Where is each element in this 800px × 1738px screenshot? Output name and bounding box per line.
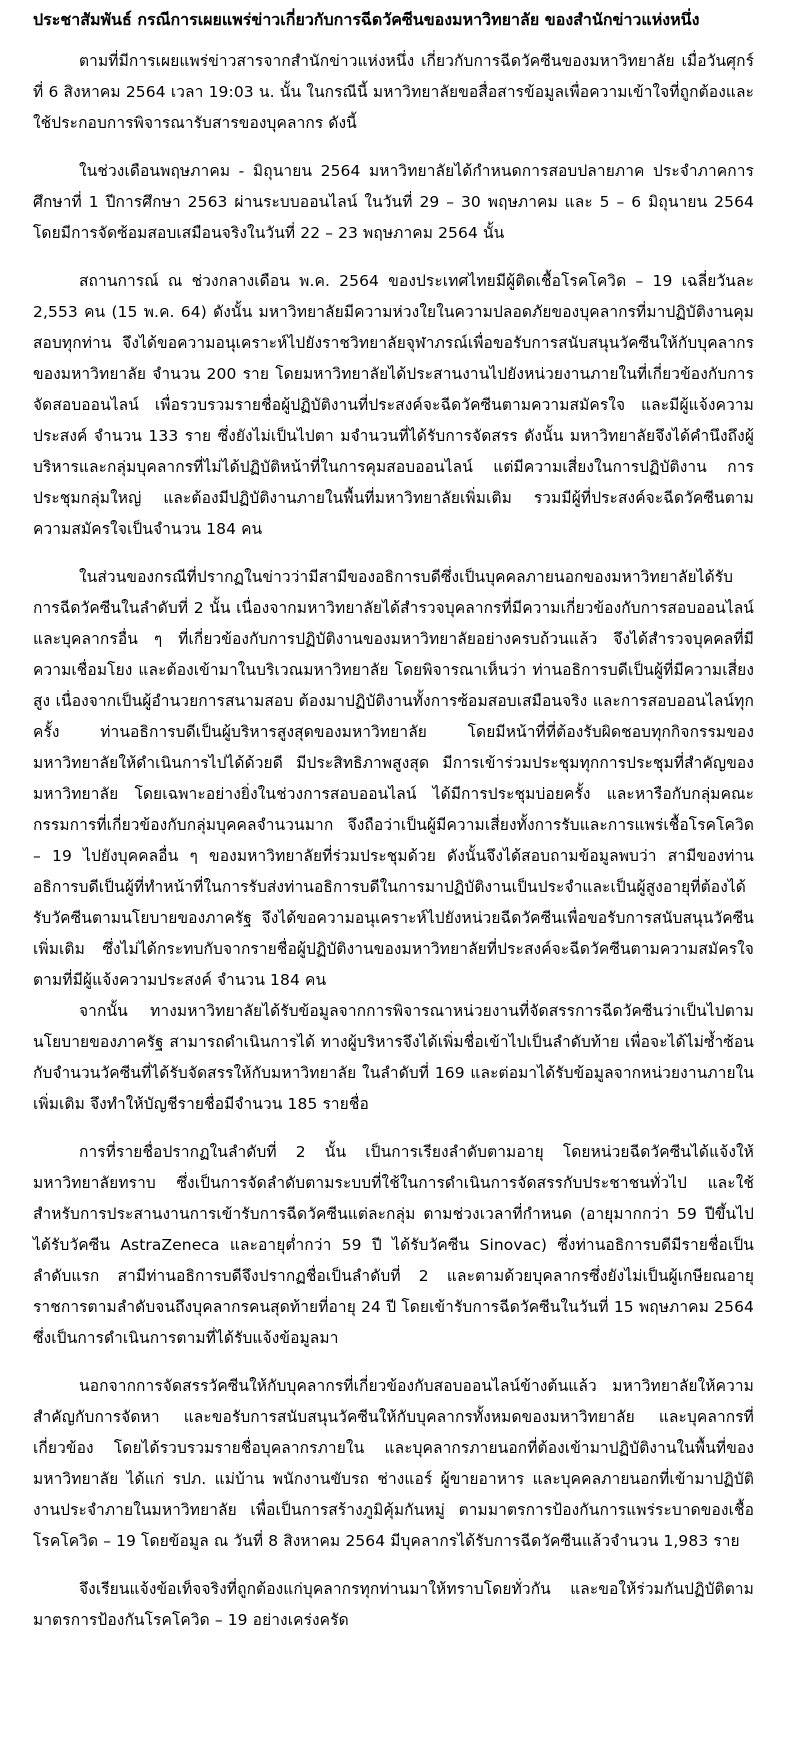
paragraph-vaccine-allocation: นอกจากการจัดสรรวัคซีนให้กับบุคลากรที่เกี่ยวข้องกับสอบออนไลน์ข้างต้นแล้ว มหาวิทยาลัยให้ความสำคัญกับการจัดหา และขอรับการสนับสนุนวัคซีนให้กับบุคลากรทั้งหมดของมหาวิทยาลัย และบุคลากรที่เกี่ยวข้อง โดยได้รวบรวมรายชื่อบุคลากรภายใน และบุคลากรภายนอกที่ต้องเข้ามาปฏิบัติงานในพื้นที่ของมหาวิทยาลัย ได้แก่ รปภ. แม่บ้าน พนักงานขับรถ ช่างแอร์ ผู้ขายอาหาร และบุคคลภายนอกที่เข้ามาปฏิบัติงานประจำภายในมหาวิทยาลัย เพื่อเป็นการสร้างภูมิคุ้มกันหมู่ ตามมาตรการป้องกันการแพร่ระบาดของเชื้อโรคโควิด – 19 โดยข้อมูล ณ วันที่ 8 สิงหาคม 2564 มีบุคลากรได้รับการฉีดวัคซีนแล้วจำนวน 1,983 ราย: [33, 1377, 754, 1550]
paragraph-rector-spouse: ในส่วนของกรณีที่ปรากฏในข่าวว่ามีสามีของอธิการบดีซึ่งเป็นบุคคลภายนอกของมหาวิทยาลัยได้รับการฉีดวัคซีนในลำดับที่ 2 นั้น เนื่องจากมหาวิทยาลัยได้สำรวจบุคลากรที่มีความเกี่ยวข้องกับการสอบออนไลน์และบุคลากรอื่น ๆ ที่เกี่ยวข้องกับการปฏิบัติงานของมหาวิทยาลัยอย่างครบถ้วนแล้ว จึงได้สำรวจบุคคลที่มีความเชื่อมโยง และต้องเข้ามาในบริเวณมหาวิทยาลัย โดยพิจารณาเห็นว่า ท่านอธิการบดีเป็นผู้ที่มีความเสี่ยงสูง เนื่องจากเป็นผู้อำนวยการสนามสอบ ต้องมาปฏิบัติงานทั้งการซ้อมสอบเสมือนจริง และการสอบออนไลน์ทุกครั้ง ท่านอธิการบดีเป็นผู้บริหารสูงสุดของมหาวิทยาลัย โดยมีหน้าที่ที่ต้องรับผิดชอบทุกกิจกรรมของมหาวิทยาลัยให้ดำเนินการไปได้ด้วยดี มีประสิทธิภาพสูงสุด มีการเข้าร่วมประชุมทุกการประชุมที่สำคัญของมหาวิทยาลัย โดยเฉพาะอย่างยิ่งในช่วงการสอบออนไลน์ ได้มีการประชุมบ่อยครั้ง และหารือกับกลุ่มคณะกรรมการที่เกี่ยวข้องกับกลุ่มบุคคลจำนวนมาก จึงถือว่าเป็นผู้มีความเสี่ยงทั้งการรับและการแพร่เชื้อโรคโควิด – 19 ไปยังบุคคลอื่น ๆ ของมหาวิทยาลัยที่ร่วมประชุมด้วย ดังนั้นจึงได้สอบถามข้อมูลพบว่า สามีของท่านอธิการบดีเป็นผู้ที่ทำหน้าที่ในการรับส่งท่านอธิการบดีในการมาปฏิบัติงานเป็นประจำและเป็นผู้สูงอายุที่ต้องได้รับวัคซีนตามนโยบายของภาครัฐ จึงได้ขอความอนุเคราะห์ไปยังหน่วยฉีดวัคซีนเพื่อขอรับการสนับสนุนวัคซีนเพิ่มเติม ซึ่งไม่ได้กระทบกับจากรายชื่อผู้ปฏิบัติงานของมหาวิทยาลัยที่ประสงค์จะฉีดวัคซีนตามความสมัครใจ ตามที่มีผู้แจ้งความประสงค์ จำนวน 184 คน: [33, 568, 754, 989]
paragraph-intro: ตามที่มีการเผยแพร่ข่าวสารจากสำนักข่าวแห่งหนึ่ง เกี่ยวกับการฉีดวัคซีนของมหาวิทยาลัย เมื่อวันศุกร์ที่ 6 สิงหาคม 2564 เวลา 19:03 น. นั้น ในกรณีนี้ มหาวิทยาลัยขอสื่อสารข้อมูลเพื่อความเข้าใจที่ถูกต้องและใช้ประกอบการพิจารณารับสารของบุคลากร ดังนี้: [33, 52, 754, 132]
paragraph-ordering-by-age: การที่รายชื่อปรากฏในลำดับที่ 2 นั้น เป็นการเรียงลำดับตามอายุ โดยหน่วยฉีดวัคซีนได้แจ้งให้มหาวิทยาลัยทราบ ซึ่งเป็นการจัดลำดับตามระบบที่ใช้ในการดำเนินการจัดสรรกับประชาชนทั่วไป และใช้สำหรับการประสานงานการเข้ารับการฉีดวัคซีนแต่ละกลุ่ม ตามช่วงเวลาที่กำหนด (อายุมากกว่า 59 ปีขึ้นไปได้รับวัคซีน AstraZeneca และอายุต่ำกว่า 59 ปี ได้รับวัคซีน Sinovac) ซึ่งท่านอธิการบดีมีรายชื่อเป็นลำดับแรก สามีท่านอธิการบดีจึงปรากฏชื่อเป็นลำดับที่ 2 และตามด้วยบุคลากรซึ่งยังไม่เป็นผู้เกษียณอายุราชการตามลำดับจนถึงบุคลากรคนสุดท้ายที่อายุ 24 ปี โดยเข้ารับการฉีดวัคซีนในวันที่ 15 พฤษภาคม 2564 ซึ่งเป็นการดำเนินการตามที่ได้รับแจ้งข้อมูลมา: [33, 1143, 754, 1347]
paragraph-list-addition: จากนั้น ทางมหาวิทยาลัยได้รับข้อมูลจากการพิจารณาหน่วยงานที่จัดสรรการฉีดวัคซีนว่าเป็นไปตามนโยบายของภาครัฐ สามารถดำเนินการได้ ทางผู้บริหารจึงได้เพิ่มชื่อเข้าไปเป็นลำดับท้าย เพื่อจะได้ไม่ซ้ำซ้อนกับจำนวนวัคซีนที่ได้รับจัดสรรให้กับมหาวิทยาลัย ในลำดับที่ 169 และต่อมาได้รับข้อมูลจากหน่วยงานภายในเพิ่มเติม จึงทำให้บัญชีรายชื่อมีจำนวน 185 รายชื่อ: [33, 1002, 754, 1113]
paragraph-covid-situation: สถานการณ์ ณ ช่วงกลางเดือน พ.ค. 2564 ของประเทศไทยมีผู้ติดเชื้อโรคโควิด – 19 เฉลี่ยวันละ 2,553 คน (15 พ.ค. 64) ดังนั้น มหาวิทยาลัยมีความห่วงใยในความปลอดภัยของบุคลากรที่มาปฏิบัติงานคุมสอบทุกท่าน จึงได้ขอความอนุเคราะห์ไปยังราชวิทยาลัยจุฬาภรณ์เพื่อขอรับการสนับสนุนวัคซีนให้กับบุคลากรของมหาวิทยาลัย จำนวน 200 ราย โดยมหาวิทยาลัยได้ประสานงานไปยังหน่วยงานภายในที่เกี่ยวข้องกับการจัดสอบออนไลน์ เพื่อรวบรวมรายชื่อผู้ปฏิบัติงานที่ประสงค์จะฉีดวัคซีนตามความสมัครใจ และมีผู้แจ้งความประสงค์ จำนวน 133 ราย ซึ่งยังไม่เป็นไปตา มจำนวนที่ได้รับการจัดสรร ดังนั้น มหาวิทยาลัยจึงได้คำนึงถึงผู้บริหารและกลุ่มบุคลากรที่ไม่ได้ปฏิบัติหน้าที่ในการคุมสอบออนไลน์ แต่มีความเสี่ยงในการปฏิบัติงาน การประชุมกลุ่มใหญ่ และต้องมีปฏิบัติงานภายในพื้นที่มหาวิทยาลัยเพิ่มเติม รวมมีผู้ที่ประสงค์จะฉีดวัคซีนตามความสมัครใจเป็นจำนวน 184 คน: [33, 272, 754, 538]
document-title: ประชาสัมพันธ์ กรณีการเผยแพร่ข่าวเกี่ยวกับการฉีดวัคซีนของมหาวิทยาลัย ของสำนักข่าวแห่งหนึ่ง: [33, 10, 700, 29]
paragraph-closing: จึงเรียนแจ้งข้อเท็จจริงที่ถูกต้องแก่บุคลากรทุกท่านมาให้ทราบโดยทั่วกัน และขอให้ร่วมกันปฏิบัติตามมาตรการป้องกันโรคโควิด – 19 อย่างเคร่งครัด: [33, 1580, 754, 1629]
paragraph-exam-schedule: ในช่วงเดือนพฤษภาคม - มิถุนายน 2564 มหาวิทยาลัยได้กำหนดการสอบปลายภาค ประจำภาคการศึกษาที่ 1 ปีการศึกษา 2563 ผ่านระบบออนไลน์ ในวันที่ 29 – 30 พฤษภาคม และ 5 – 6 มิถุนายน 2564 โดยมีการจัดซ้อมสอบเสมือนจริงในวันที่ 22 – 23 พฤษภาคม 2564 นั้น: [33, 162, 754, 242]
